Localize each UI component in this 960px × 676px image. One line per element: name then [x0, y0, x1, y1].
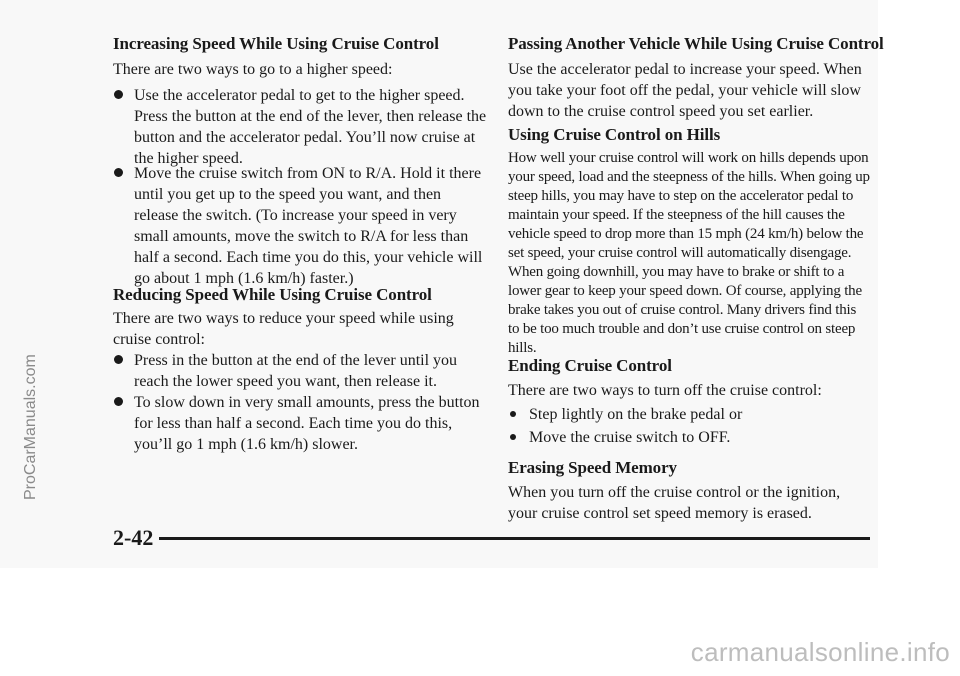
- bullet-text: Move the cruise switch to OFF.: [529, 429, 731, 446]
- reduce-bullet-2: [113, 392, 489, 455]
- reduce-speed-intro: There are two ways to reduce your speed while using cruise control:: [113, 310, 454, 348]
- increase-bullet-2: [113, 163, 489, 289]
- reduce-bullet-1: [113, 350, 489, 392]
- footer-rule: [159, 537, 870, 540]
- ending-bullet-1: [508, 404, 879, 425]
- bullet-icon: [114, 90, 123, 99]
- bullet-icon: [510, 411, 516, 417]
- bottom-watermark: carmanualsonline.info: [690, 637, 950, 667]
- passing-text: Use the accelerator pedal to increase your speed. When you take your foot off the pedal, your vehicle will slow down to the cruise control speed you set earlier.: [508, 61, 862, 120]
- bullet-text: To slow down in very small amounts, press the button for less than half a second. Each time you do this, you’ll go 1 mph (1.6 km/h) slower.: [134, 394, 480, 453]
- increase-speed-intro: There are two ways to go to a higher speed:: [113, 61, 393, 78]
- bullet-icon: [114, 397, 123, 406]
- bullet-text: Press in the button at the end of the lever until you reach the lower speed you want, then release it.: [134, 352, 458, 390]
- bullet-text: Step lightly on the brake pedal or: [529, 406, 743, 423]
- reduce-speed-heading: Reducing Speed While Using Cruise Control: [113, 285, 432, 304]
- hills-heading: Using Cruise Control on Hills: [508, 125, 721, 144]
- erasing-text: When you turn off the cruise control or the ignition, your cruise control set speed memory is erased.: [508, 484, 841, 522]
- bullet-text: Use the accelerator pedal to get to the higher speed. Press the button at the end of the lever, then release the button and the accelerator pedal. You’ll now cruise at the higher speed.: [134, 87, 487, 167]
- passing-heading: Passing Another Vehicle While Using Cruise Control: [508, 34, 884, 53]
- ending-bullet-2: [508, 427, 879, 448]
- bullet-icon: [114, 168, 123, 177]
- hills-text: How well your cruise control will work on hills depends upon your speed, load and the steepness of the hills. When going up steep hills, you may have to step on the accelerator pedal to maintain your speed. If the steepness of the hill causes the vehicle speed to drop more than 15 mph (24 km/h) below the set speed, your cruise control will automatically disengage. When going downhill, you may have to brake or shift to a lower gear to keep your speed down. Of course, applying the brake takes you out of cruise control. Many drivers find this to be too much trouble and don’t use cruise control on steep hills.: [508, 150, 870, 356]
- ending-intro: There are two ways to turn off the cruise control:: [508, 382, 822, 399]
- bullet-text: Move the cruise switch from ON to R/A. Hold it there until you get up to the speed you want, and then release the switch. (To increase your speed in very small amounts, move the switch to R/A for less than half a second. Each time you do this, your vehicle will go about 1 mph (1.6 km/h) faster.): [134, 165, 483, 287]
- increase-speed-heading: Increasing Speed While Using Cruise Control: [113, 34, 439, 53]
- side-watermark: ProCarManuals.com: [22, 354, 39, 500]
- bullet-icon: [114, 355, 123, 364]
- erasing-heading: Erasing Speed Memory: [508, 458, 677, 477]
- increase-bullet-1: [113, 85, 489, 169]
- page-number: 2-42: [113, 525, 154, 550]
- bullet-icon: [510, 434, 516, 440]
- ending-heading: Ending Cruise Control: [508, 356, 672, 375]
